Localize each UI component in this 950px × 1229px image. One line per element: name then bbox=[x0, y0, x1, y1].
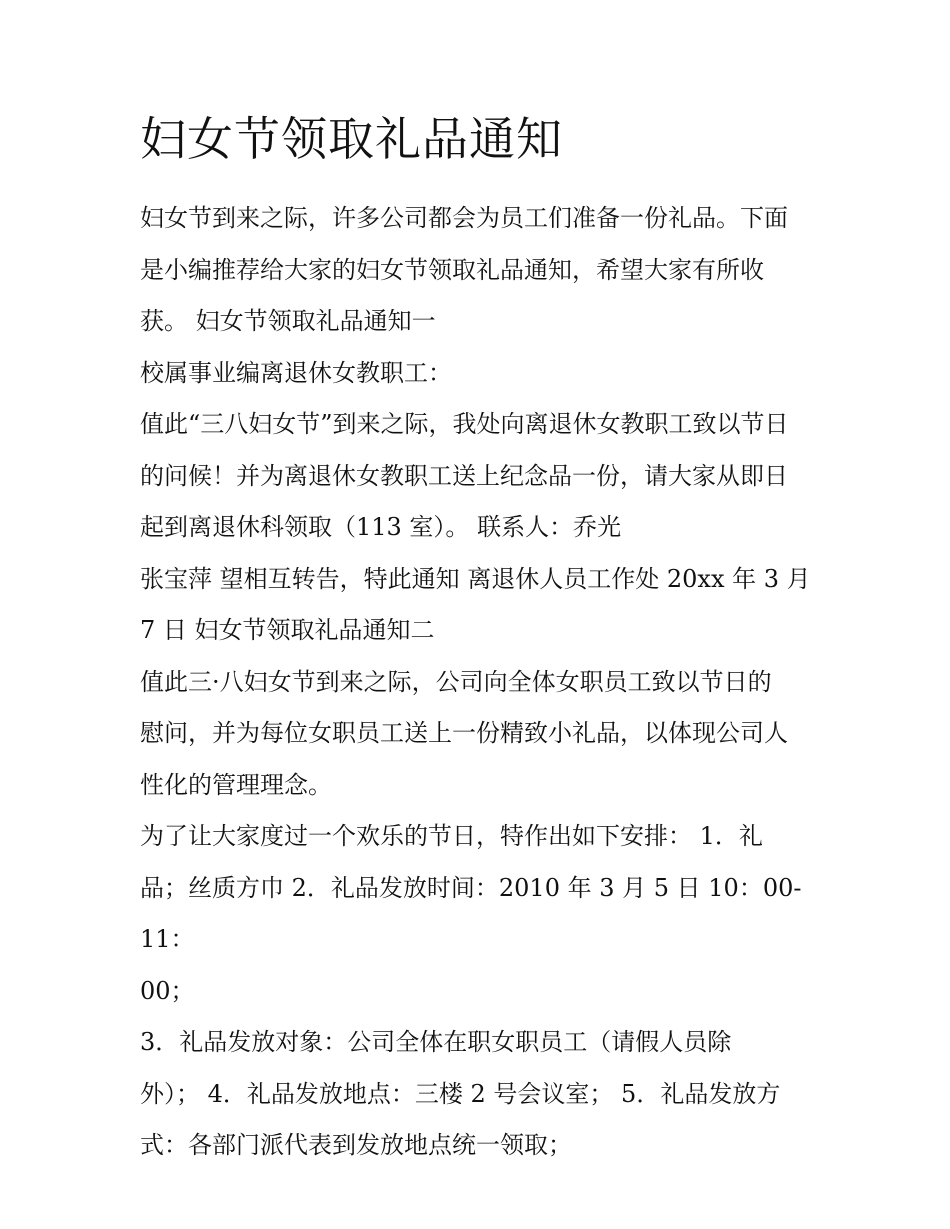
paragraph-notice-one: 值此“三八妇女节”到来之际，我处向离退休女教职工致以节日 的问候！并为离退休女教职工送上纪念品一份，请大家从即日 起到离退休科领取（113 室）。 联系人：乔光 bbox=[140, 410, 789, 542]
paragraph-intro: 妇女节到来之际，许多公司都会为员工们准备一份礼品。下面 是小编推荐给大家的妇女节领取礼品通知，希望大家有所收 获。 妇女节领取礼品通知一 bbox=[140, 204, 788, 336]
paragraph-arrangement: 为了让大家度过一个欢乐的节日，特作出如下安排： 1．礼 品；丝质方巾 2．礼品发放时间：2010 年 3 月 5 日 10：00- 11： 00； bbox=[140, 822, 802, 1005]
paragraph-notice-two: 值此三·八妇女节到来之际，公司向全体女职员工致以节日的 慰问，并为每位女职员工送上一份精致小礼品，以体现公司人 性化的管理理念。 bbox=[140, 667, 788, 799]
paragraph-contacts: 张宝萍 望相互转告，特此通知 离退休人员工作处 20xx 年 3 月 7 日 妇女节领取礼品通知二 bbox=[140, 564, 811, 645]
document-page bbox=[140, 112, 820, 1172]
paragraph-details: 3．礼品发放对象：公司全体在职女职员工（请假人员除 外）； 4．礼品发放地点：三楼 2 号会议室； 5．礼品发放方 式：各部门派代表到发放地点统一领取； bbox=[140, 1028, 781, 1160]
document-title: 妇女节领取礼品通知 bbox=[140, 112, 563, 166]
paragraph-salutation: 校属事业编离退休女教职工： bbox=[140, 358, 452, 387]
